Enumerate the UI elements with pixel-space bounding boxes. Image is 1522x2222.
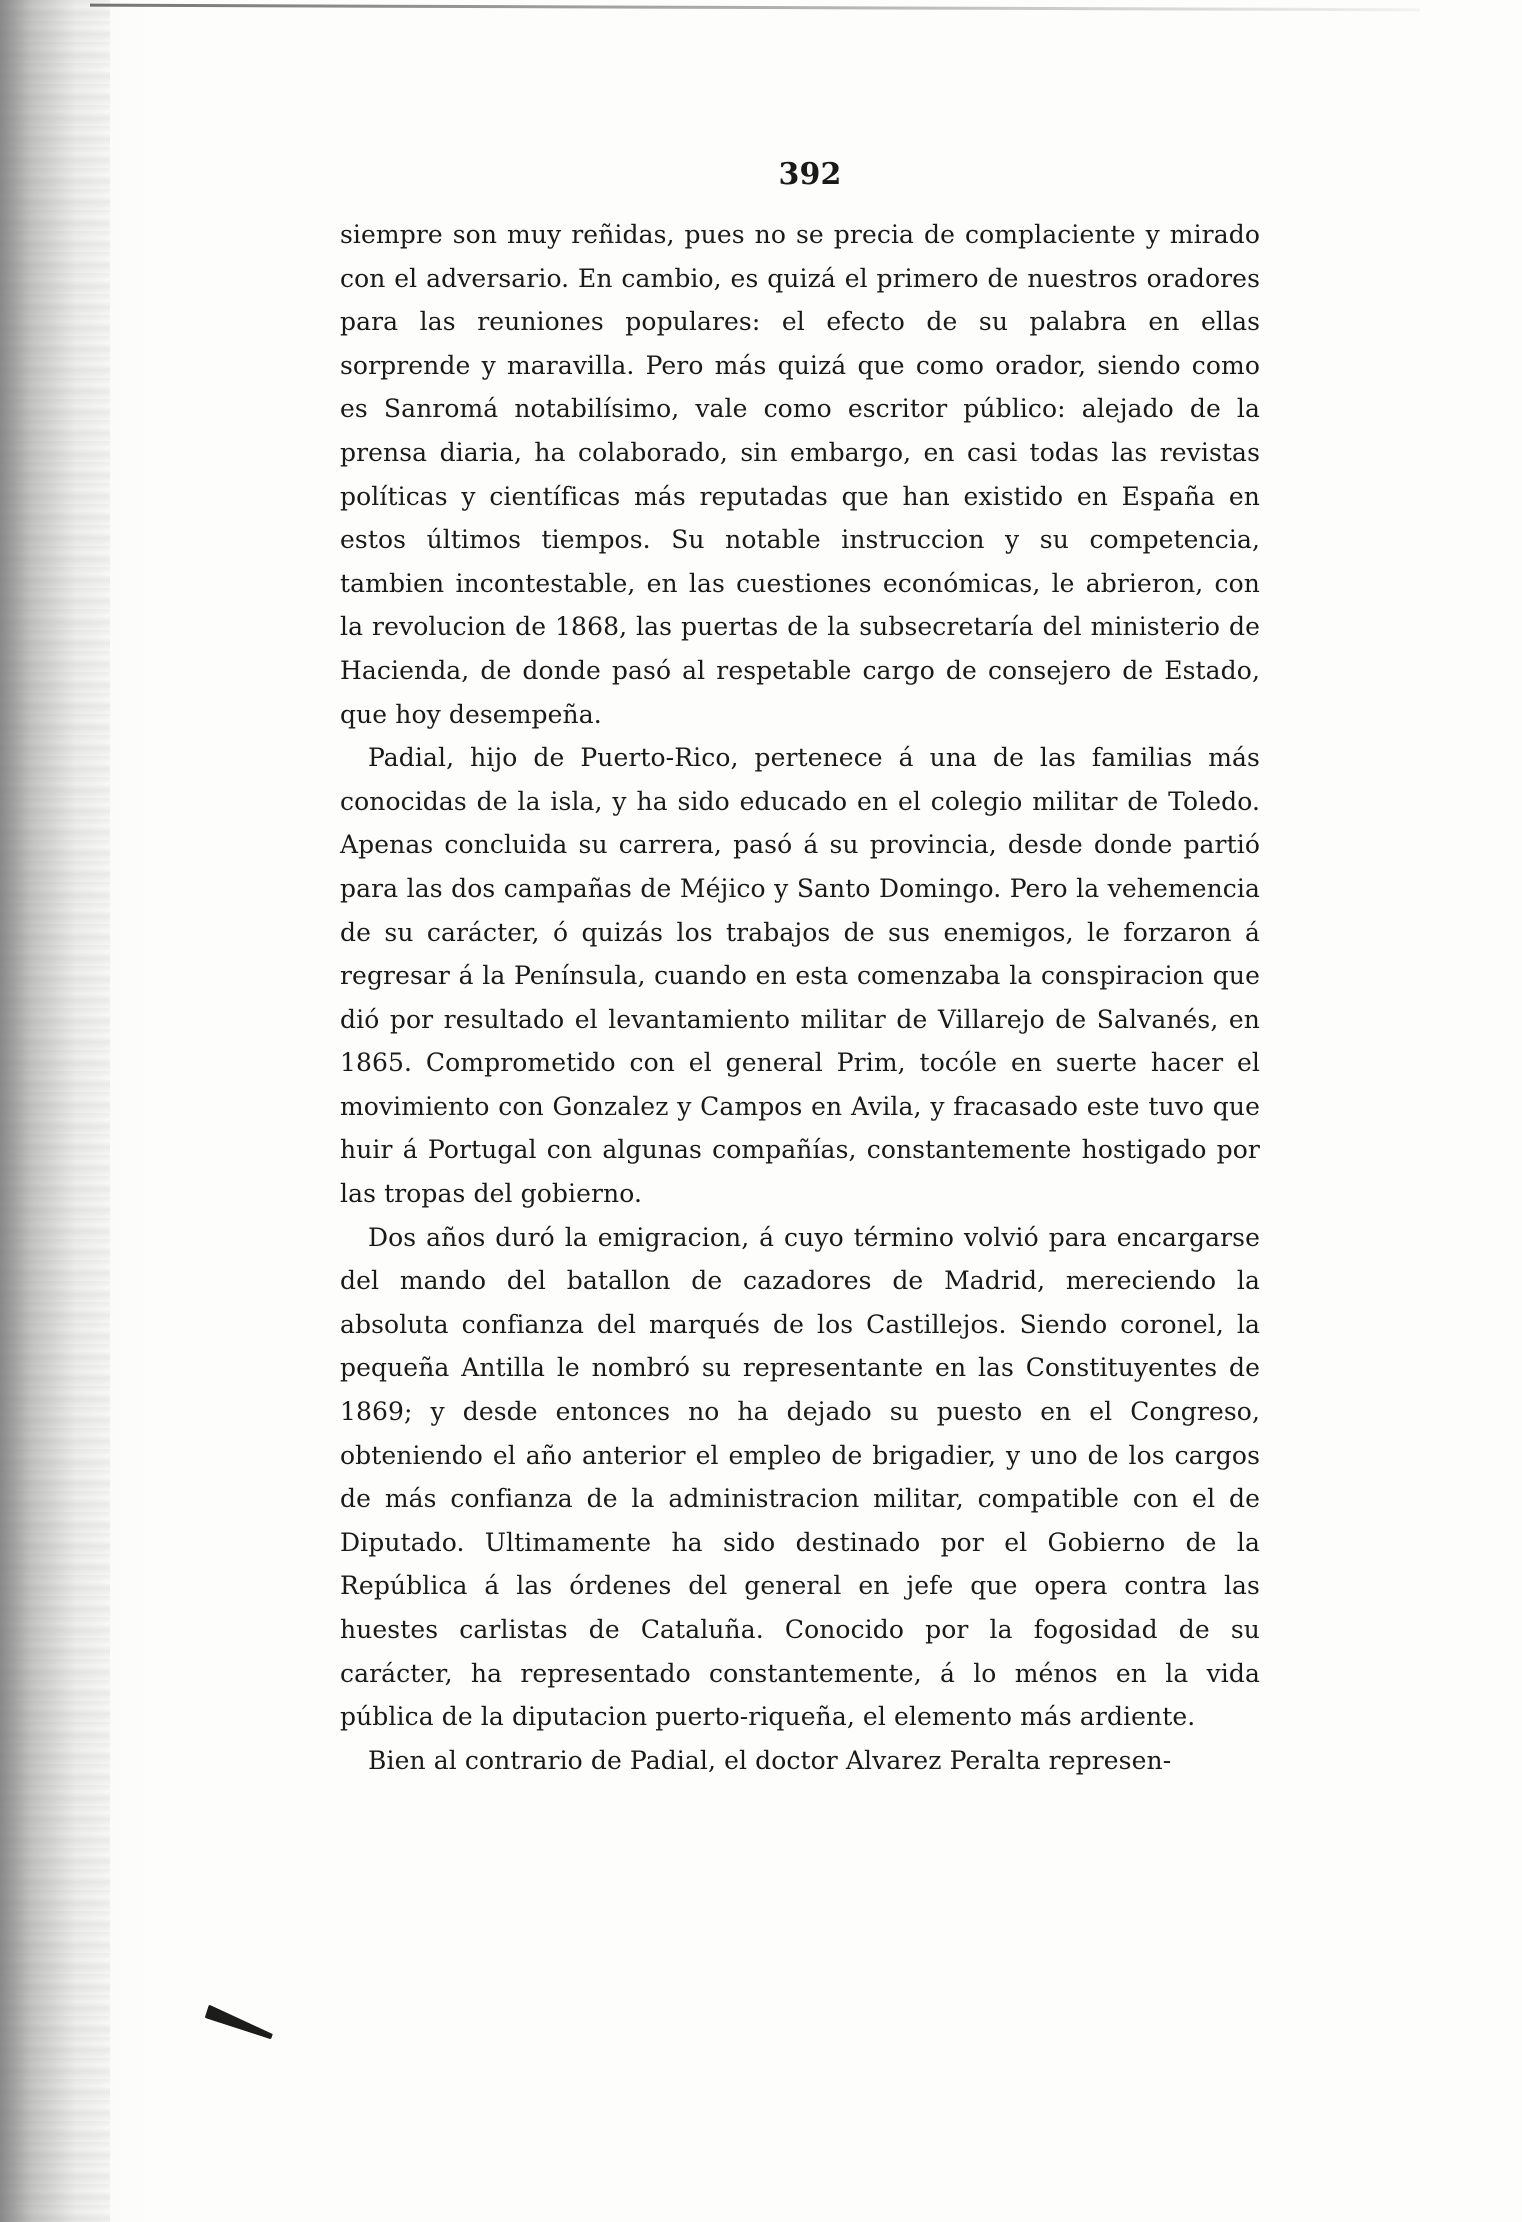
paragraph-continuation: siempre son muy reñidas, pues no se precia de complaciente y mirado con el adversario. En cambio, es quizá el primero de nuestros oradores para las reuniones populares: el efecto de su palabra en ellas sorprende y maravilla. Pero más quizá que como orador, siendo como es Sanromá notabilísimo, vale como escritor público: alejado de la prensa diaria, ha colaborado, sin embargo, en casi todas las revistas políticas y científicas más reputadas que han existido en España en estos últimos tiempos. Su notable instruccion y su competencia, tambien incontestable, en las cuestiones económicas, le abrieron, con la revolucion de 1868, las puertas de la subsecretaría del ministerio de Hacienda, de donde pasó al respetable cargo de consejero de Estado, que hoy desempeña. [340, 220, 1260, 729]
paragraph-emigracion: Dos años duró la emigracion, á cuyo término volvió para encargarse del mando del batallon de cazadores de Madrid, mereciendo la absoluta confianza del marqués de los Castillejos. Siendo coronel, la pequeña Antilla le nombró su representante en las Constituyentes de 1869; y desde entonces no ha dejado su puesto en el Congreso, obteniendo el año anterior el empleo de brigadier, y uno de los cargos de más confianza de la administracion militar, compatible con el de Diputado. Ultimamente ha sido destinado por el Gobierno de la República á las órdenes del general en jefe que opera contra las huestes carlistas de Cataluña. Conocido por la fogosidad de su carácter, ha representado constantemente, á lo ménos en la vida pública de la diputacion puerto-riqueña, el elemento más ardiente. [340, 1222, 1260, 1732]
page-top-edge [90, 4, 1420, 12]
paragraph-alvarez-peralta: Bien al contrario de Padial, el doctor Alvarez Peralta represen- [368, 1745, 1172, 1775]
scan-corner-mark [205, 2005, 276, 2040]
page-number: 392 [778, 157, 842, 192]
paragraph-padial: Padial, hijo de Puerto-Rico, pertenece á una de las familias más conocidas de la isla, y ha sido educado en el colegio militar de Toledo. Apenas concluida su carrera, pasó á su provincia, desde donde partió para las dos campañas de Méjico y Santo Domingo. Pero la vehemencia de su carácter, ó quizás los trabajos de sus enemigos, le forzaron á regresar á la Península, cuando en esta comenzaba la conspiracion que dió por resultado el levantamiento militar de Villarejo de Salvanés, en 1865. Comprometido con el general Prim, tocóle en suerte hacer el movimiento con Gonzalez y Campos en Avila, y fracasado este tuvo que huir á Portugal con algunas compañías, constantemente hostigado por las tropas del gobierno. [340, 743, 1260, 1209]
binding-gutter-shadow [0, 0, 110, 2222]
page-text-block [340, 155, 1260, 1782]
